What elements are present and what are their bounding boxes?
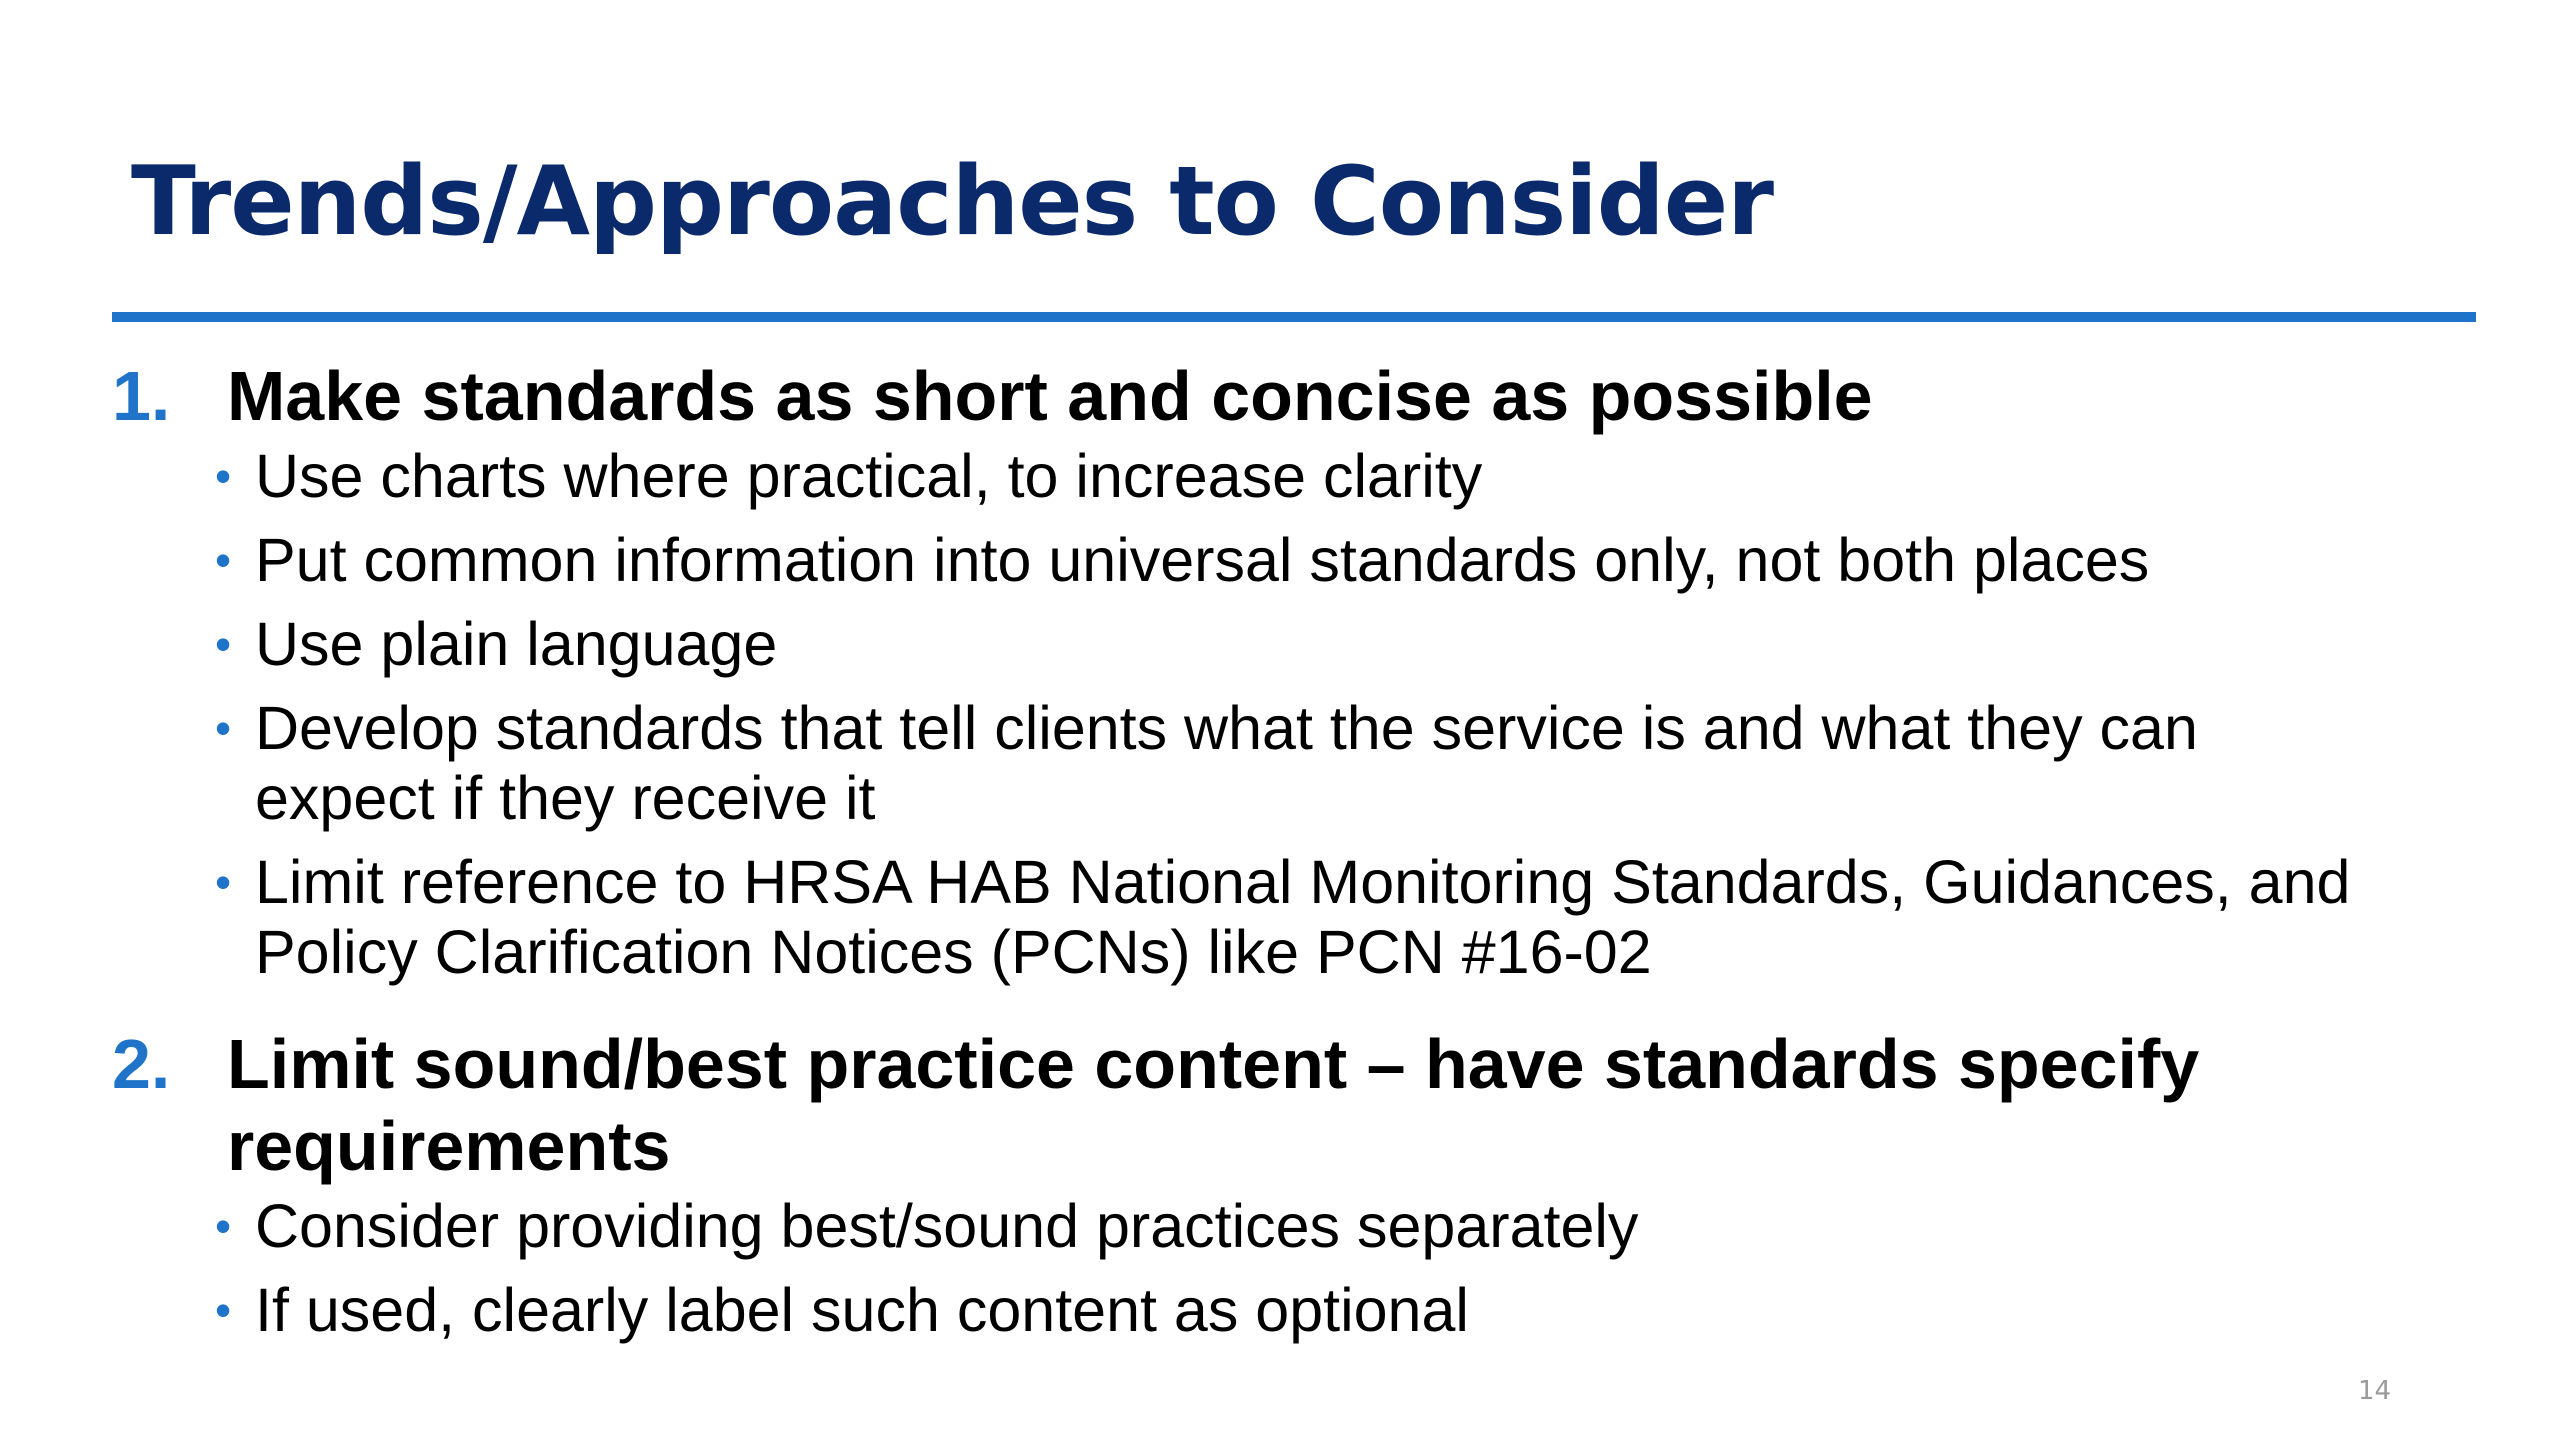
bullet-item [215,693,2412,833]
bullet-list [112,1191,2412,1359]
bullet-icon: • [215,856,232,908]
section-heading [112,1023,2412,1187]
section-number: 2. [112,1025,171,1103]
bullet-item [215,609,2412,679]
bullet-text: Use plain language [255,610,778,678]
bullet-icon: • [215,702,232,754]
section-heading-text: Limit sound/best practice content – have standards specify requirements [227,1025,2200,1185]
bullet-list [112,441,2412,1001]
bullet-text: If used, clearly label such content as optional [255,1276,1469,1344]
bullet-icon: • [215,1200,232,1252]
bullet-item [215,441,2412,511]
title-divider [112,312,2476,322]
section-heading-text: Make standards as short and concise as possible [227,357,1873,435]
bullet-item [215,525,2412,595]
bullet-item [215,1191,2412,1261]
bullet-icon: • [215,1284,232,1336]
bullet-icon: • [215,450,232,502]
slide-title: Trends/Approaches to Consider [131,147,1774,257]
slide-content [112,355,2412,1359]
bullet-text: Consider providing best/sound practices separately [255,1192,1639,1260]
section-2 [112,1023,2412,1359]
section-heading [112,355,2412,437]
bullet-text: Use charts where practical, to increase clarity [255,442,1483,510]
bullet-icon: • [215,618,232,670]
bullet-text: Put common information into universal standards only, not both places [255,526,2150,594]
section-1 [112,355,2412,1001]
bullet-item [215,847,2412,987]
bullet-item [215,1275,2412,1345]
bullet-text: Develop standards that tell clients what the service is and what they can expect if they receive it [255,694,2198,832]
page-number: 14 [2358,1376,2392,1406]
bullet-icon: • [215,534,232,586]
bullet-text: Limit reference to HRSA HAB National Monitoring Standards, Guidances, and Policy Clarification Notices (PCNs) like PCN #16-02 [255,848,2351,986]
section-number: 1. [112,357,171,435]
